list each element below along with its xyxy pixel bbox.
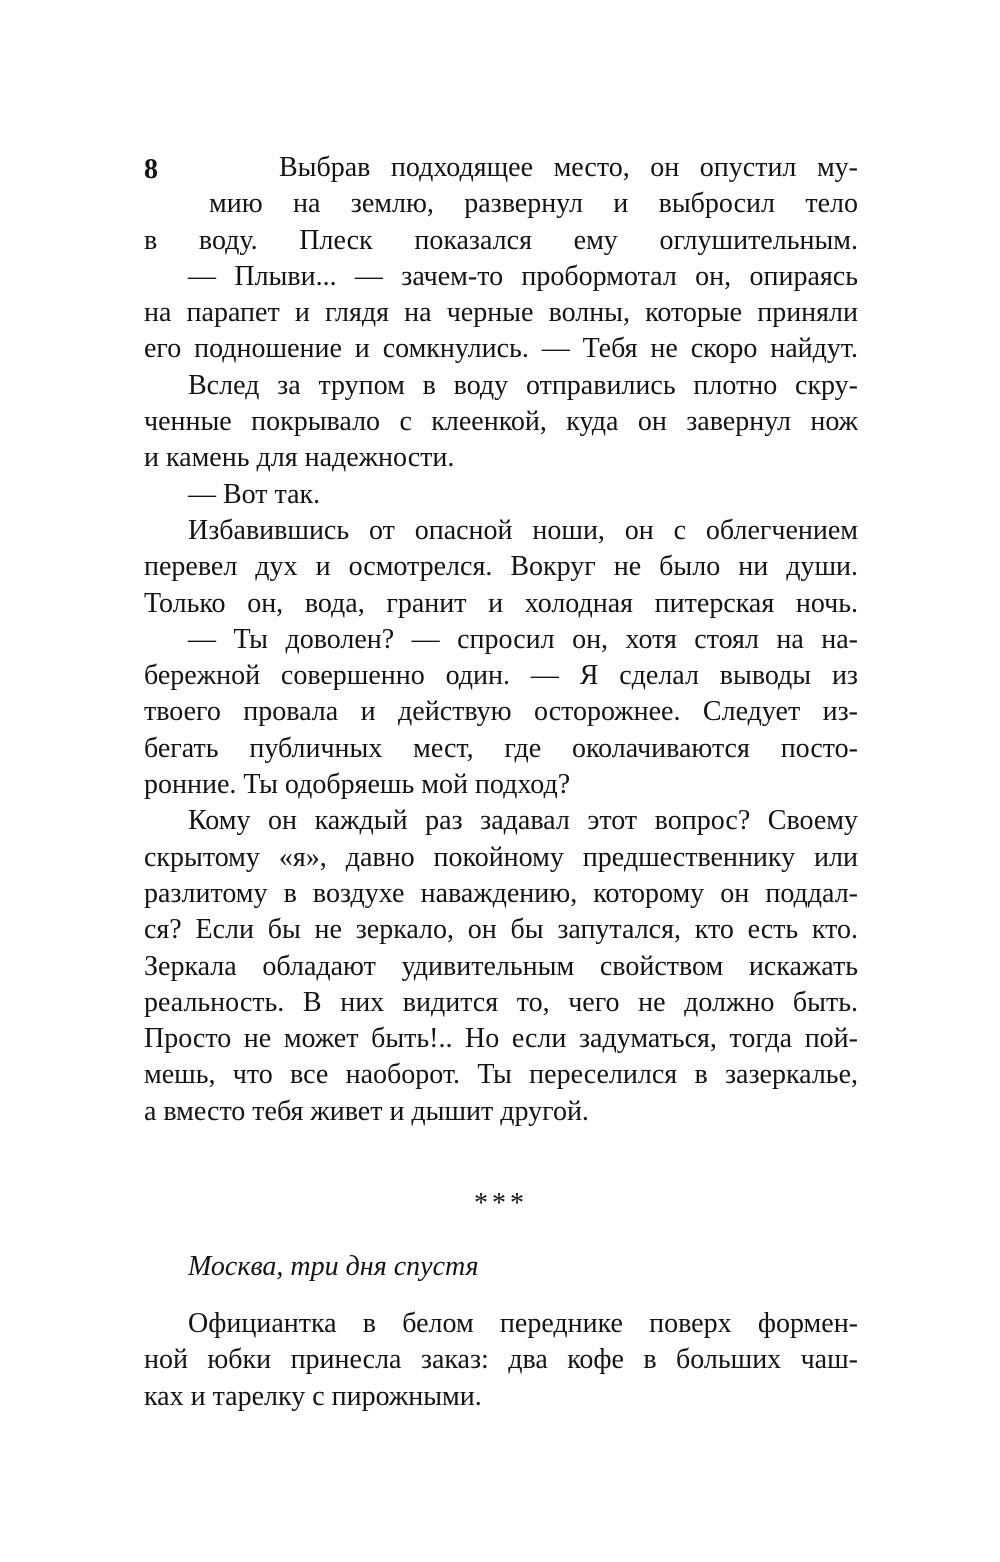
text-line: Избавившись от опасной ноши, он с облегчением [188,514,858,546]
text-line: перевел дух и осмотрелся. Вокруг не было ни души. [144,551,858,583]
text-line: скрытому «я», давно покойному предшественнику или [144,841,858,873]
text-line: ченные покрывало с клеенкой, куда он завернул нож [144,406,858,438]
text-line: ся? Если бы не зеркало, он бы запутался, кто есть кто. [144,914,858,946]
text-line: его подношение и сомкнулись. — Тебя не скоро найдут. [144,333,858,365]
text-line: — Вот так. [188,478,321,510]
section-text [144,1306,858,1415]
text-line: бережной совершенно один. — Я сделал выводы из [144,660,858,692]
text-line: разлитому в воздухе наваждению, которому он поддал- [144,877,858,909]
text-line: Только он, вода, гранит и холодная питерская ночь. [144,587,858,619]
main-text [144,150,858,1130]
text-line: Вслед за трупом в воду отправились плотно скру- [188,369,858,401]
text-line: Кому он каждый раз задавал этот вопрос? Своему [188,805,858,837]
text-line: — Плыви... — зачем-то пробормотал он, опираясь [188,260,858,292]
text-line: ронние. Ты одобряешь мой подход? [144,769,571,801]
text-line: твоего провала и действую осторожнее. Следует из- [144,696,858,728]
text-line: мешь, что все наоборот. Ты переселился в зазеркалье, [144,1059,858,1091]
text-line: Выбрав подходящее место, он опустил му- [279,152,858,183]
text-line: ках и тарелку с пирожными. [144,1380,482,1412]
text-line: Официантка в белом переднике поверх формен- [188,1308,858,1339]
text-line: бегать публичных мест, где околачиваются посто- [144,732,858,764]
text-line: Просто не может быть!.. Но если задуматься, тогда пой- [144,1023,858,1055]
text-line: реальность. В них видится то, чего не должно быть. [144,986,858,1018]
page-number: 8 [144,154,158,185]
text-line: ной юбки принесла заказ: два кофе в больших чаш- [144,1344,858,1376]
text-line: — Ты доволен? — спросил он, хотя стоял на на- [188,623,858,655]
text-line: на парапет и глядя на черные волны, которые приняли [144,297,858,329]
text-line: Зеркала обладают удивительным свойством искажать [144,950,858,982]
text-line: в воду. Плеск показался ему оглушительным. [144,224,858,256]
text-line: и камень для надежности. [144,442,455,474]
text-line: мию на землю, развернул и выбросил тело [209,188,858,220]
section-divider: *** [474,1188,528,1219]
text-line: а вместо тебя живет и дышит другой. [144,1095,589,1127]
section-subtitle: Москва, три дня спустя [188,1251,479,1282]
